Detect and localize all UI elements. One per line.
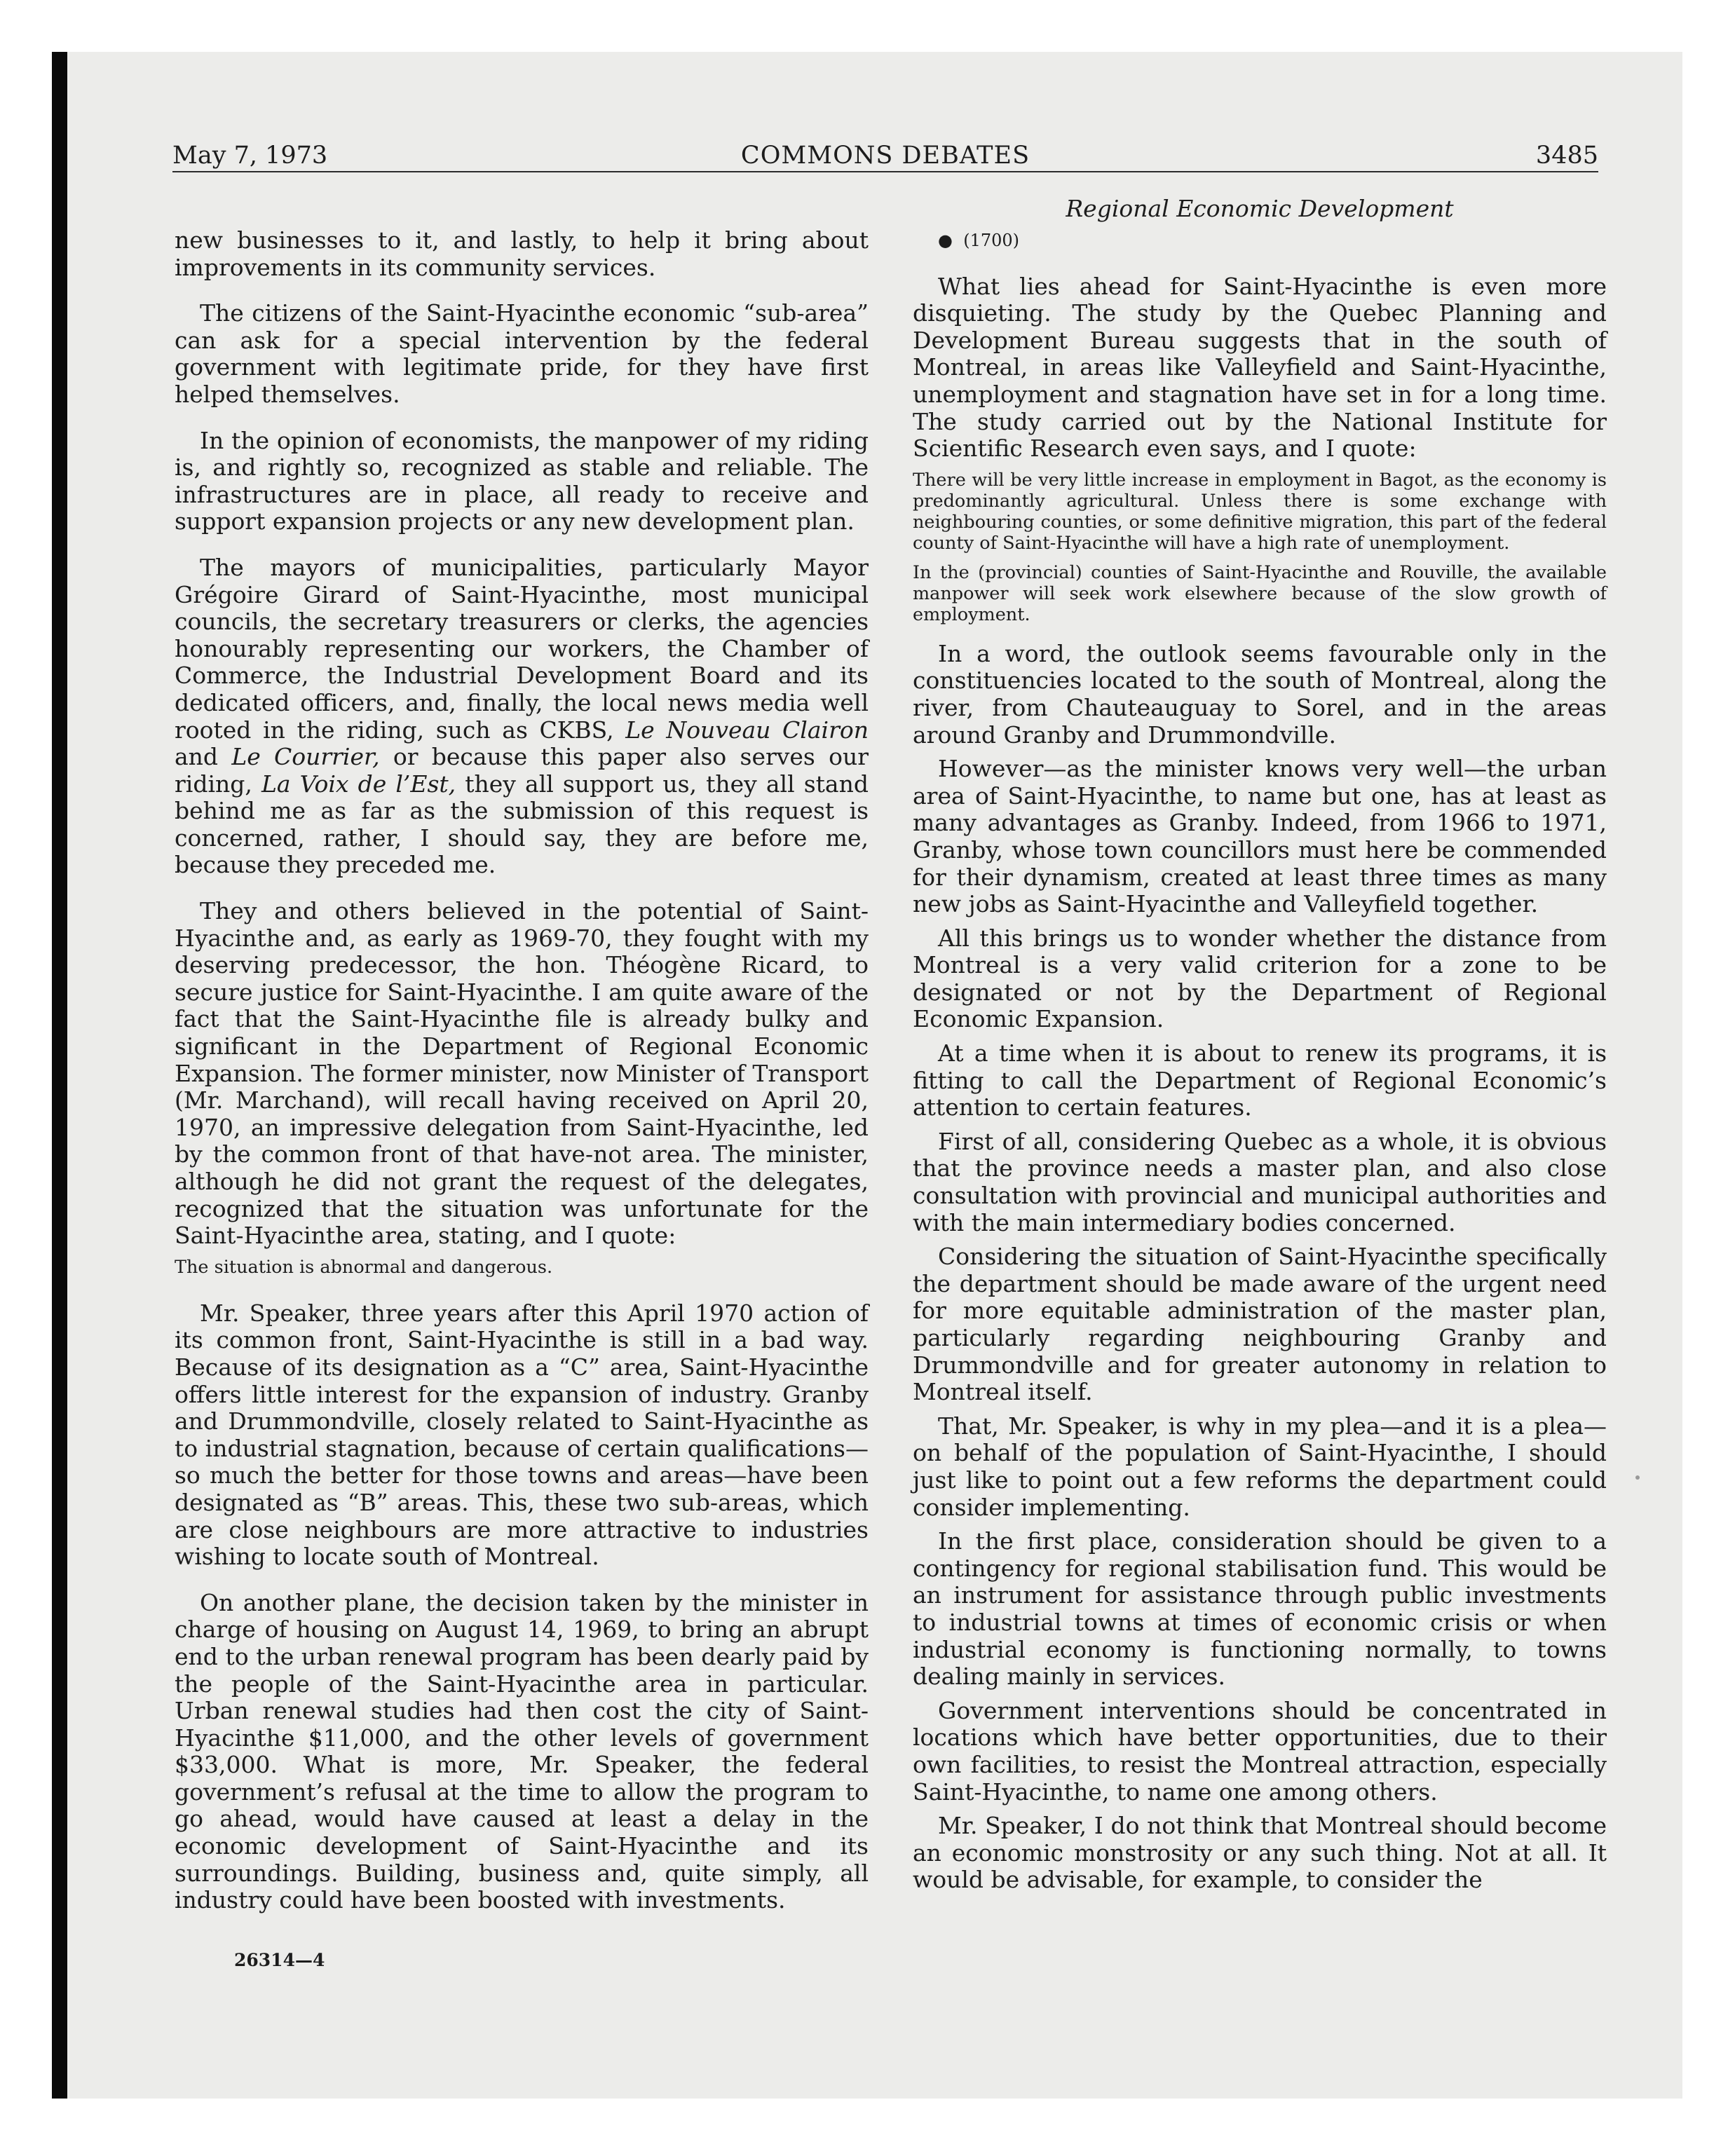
paragraph: In the opinion of economists, the manpower of my riding is, and rightly so, recognized as stable and reliable. The infrastructures are in place, all ready to receive and support expansion projects or any new development plan. [175,426,869,535]
paragraph: All this brings us to wonder whether the distance from Montreal is a very valid criterion for a zone to be designated or not by the Department of Regional Economic Expansion. [913,924,1607,1033]
right-column [913,227,1607,1901]
newspaper-title: Le Nouveau Clairon [625,716,869,744]
paragraph: They and others believed in the potential of Saint-Hyacinthe and, as early as 1969-70, they fought with my deserving predecessor, the hon. Théogène Ricard, to secure justice for Saint-Hyacinthe. I am quite aware of the fact that the Saint-Hyacinthe file is already bulky and significant in the Department of Regional Economic Expansion. The former minister, now Minister of Transport (Mr. Marchand), will recall having received on April 20, 1970, an impressive delegation from Saint-Hyacinthe, led by the common front of that have-not area. The minister, although he did not grant the request of the delegates, recognized that the situation was unfortunate for the Saint-Hyacinthe area, stating, and I quote: [175,897,869,1250]
time-stamp: (1700) [963,231,1020,250]
paragraph [175,554,869,879]
header-rule [172,171,1598,172]
paragraph: That, Mr. Speaker, is why in my plea—and it is a plea—on behalf of the population of Saint-Hyacinthe, I should just like to point out a few reforms the department could consider implementing. [913,1412,1607,1521]
paragraph: The citizens of the Saint-Hyacinthe economic “sub-area” can ask for a special intervention by the federal government with legitimate pride, for they have first helped themselves. [175,299,869,408]
paragraph: new businesses to it, and lastly, to help it bring about improvements in its community services. [175,226,869,281]
paragraph: However—as the minister knows very well—the urban area of Saint-Hyacinthe, to name but one, has at least as many advantages as Granby. Indeed, from 1966 to 1971, Granby, whose town councillors must here be commended for their dynamism, created at least three times as many new jobs as Saint-Hyacinthe and Valleyfield together. [913,755,1607,918]
left-column [175,227,869,1933]
paragraph: In the first place, consideration should be given to a contingency for regional stabilisation fund. This would be an instrument for assistance through public investments to industrial towns at times of economic crisis or when industrial economy is functioning normally, to towns dealing mainly in services. [913,1527,1607,1691]
block-quote: The situation is abnormal and dangerous. [175,1256,553,1278]
paragraph: Government interventions should be concentrated in locations which have better opportunities, due to their own facilities, to resist the Montreal attraction, especially Saint-Hyacinthe, to name one among others. [913,1696,1607,1806]
header-date: May 7, 1973 [172,142,328,170]
paragraph-text: they all support us, they all stand behind me as far as the submission of this request is concerned, rather, I should say, they are before me, because they preceded me. [175,770,869,879]
paragraph: At a time when it is about to renew its programs, it is fitting to call the Department of Regional Economic’s attention to certain features. [913,1039,1607,1121]
binding-edge [52,52,67,2099]
block-quote: In the (provincial) counties of Saint-Hyacinthe and Rouville, the available manpower will seek work elsewhere because of the slow growth of employment. [913,561,1607,625]
paragraph: On another plane, the decision taken by the minister in charge of housing on August 14, 1969, to bring an abrupt end to the urban renewal program has been dearly paid by the people of the Saint-Hyacinthe area in particular. Urban renewal studies had then cost the city of Saint-Hyacinthe $11,000, and the other levels of government $33,000. What is more, Mr. Speaker, the federal government’s refusal at the time to allow the program to go ahead, would have caused at least a delay in the economic development of Saint-Hyacinthe and its surroundings. Building, business and, quite simply, all industry could have been boosted with investments. [175,1588,869,1914]
running-header [172,139,1598,173]
paragraph: In a word, the outlook seems favourable only in the constituencies located to the south of Montreal, along the river, from Chauteauguay to Sorel, and in the areas around Granby and Drummondville. [913,639,1607,749]
paragraph-text: and [175,743,219,771]
newspaper-title: Le Courrier, [231,743,380,771]
paragraph-text: The mayors of municipalities, particularly Mayor Grégoire Girard of Saint-Hyacinthe, most municipal councils, the secretary treasurers or clerks, the agencies honourably representing our workers, the Chamber of Commerce, the Industrial Development Board and its dedicated officers, and, finally, the local news media well rooted in the riding, such as CKBS, [175,553,869,744]
paragraph: First of all, considering Quebec as a whole, it is obvious that the province needs a master plan, and also close consultation with provincial and municipal authorities and with the main intermediary bodies concerned. [913,1127,1607,1236]
bullet-icon: ● [938,231,953,250]
paragraph-text: or because this paper also serves our riding, [175,743,869,798]
scan-speck [1635,1475,1640,1480]
header-page-number: 3485 [1535,142,1598,170]
block-quote: There will be very little increase in employment in Bagot, as the economy is predominantly agricultural. Unless there is some exchange with neighbouring counties, or some definitive migration, this part of the federal county of Saint-Hyacinthe will have a high rate of unemployment. [913,469,1607,554]
paragraph: Mr. Speaker, three years after this April 1970 action of its common front, Saint-Hyacinthe is still in a bad way. Because of its designation as a “C” area, Saint-Hyacinthe offers little interest for the expansion of industry. Granby and Drummondville, closely related to Saint-Hyacinthe as to industrial stagnation, because of certain qualifications—so much the better for those towns and areas—have been designated as “B” areas. This, these two sub-areas, which are close neighbours are more attractive to industries wishing to locate south of Montreal. [175,1299,869,1571]
print-code: 26314—4 [234,1950,325,1970]
paragraph: Mr. Speaker, I do not think that Montreal should become an economic monstrosity or any such thing. Not at all. It would be advisable, for example, to consider the [913,1812,1607,1894]
paragraph: Considering the situation of Saint-Hyacinthe specifically the department should be made aware of the urgent need for more equitable administration of the master plan, particularly regarding neighbouring Granby and Drummondville and for greater autonomy in relation to Montreal itself. [913,1243,1607,1406]
time-marker [913,227,1607,254]
section-title: Regional Economic Development [1066,195,1454,222]
header-publication: COMMONS DEBATES [740,142,1030,170]
newspaper-title: La Voix de l’Est, [261,770,456,798]
paragraph: What lies ahead for Saint-Hyacinthe is even more disquieting. The study by the Quebec Planning and Development Bureau suggests that in the south of Montreal, in areas like Valleyfield and Saint-Hyacinthe, unemployment and stagnation have set in for a long time. The study carried out by the National Institute for Scientific Research even says, and I quote: [913,272,1607,463]
